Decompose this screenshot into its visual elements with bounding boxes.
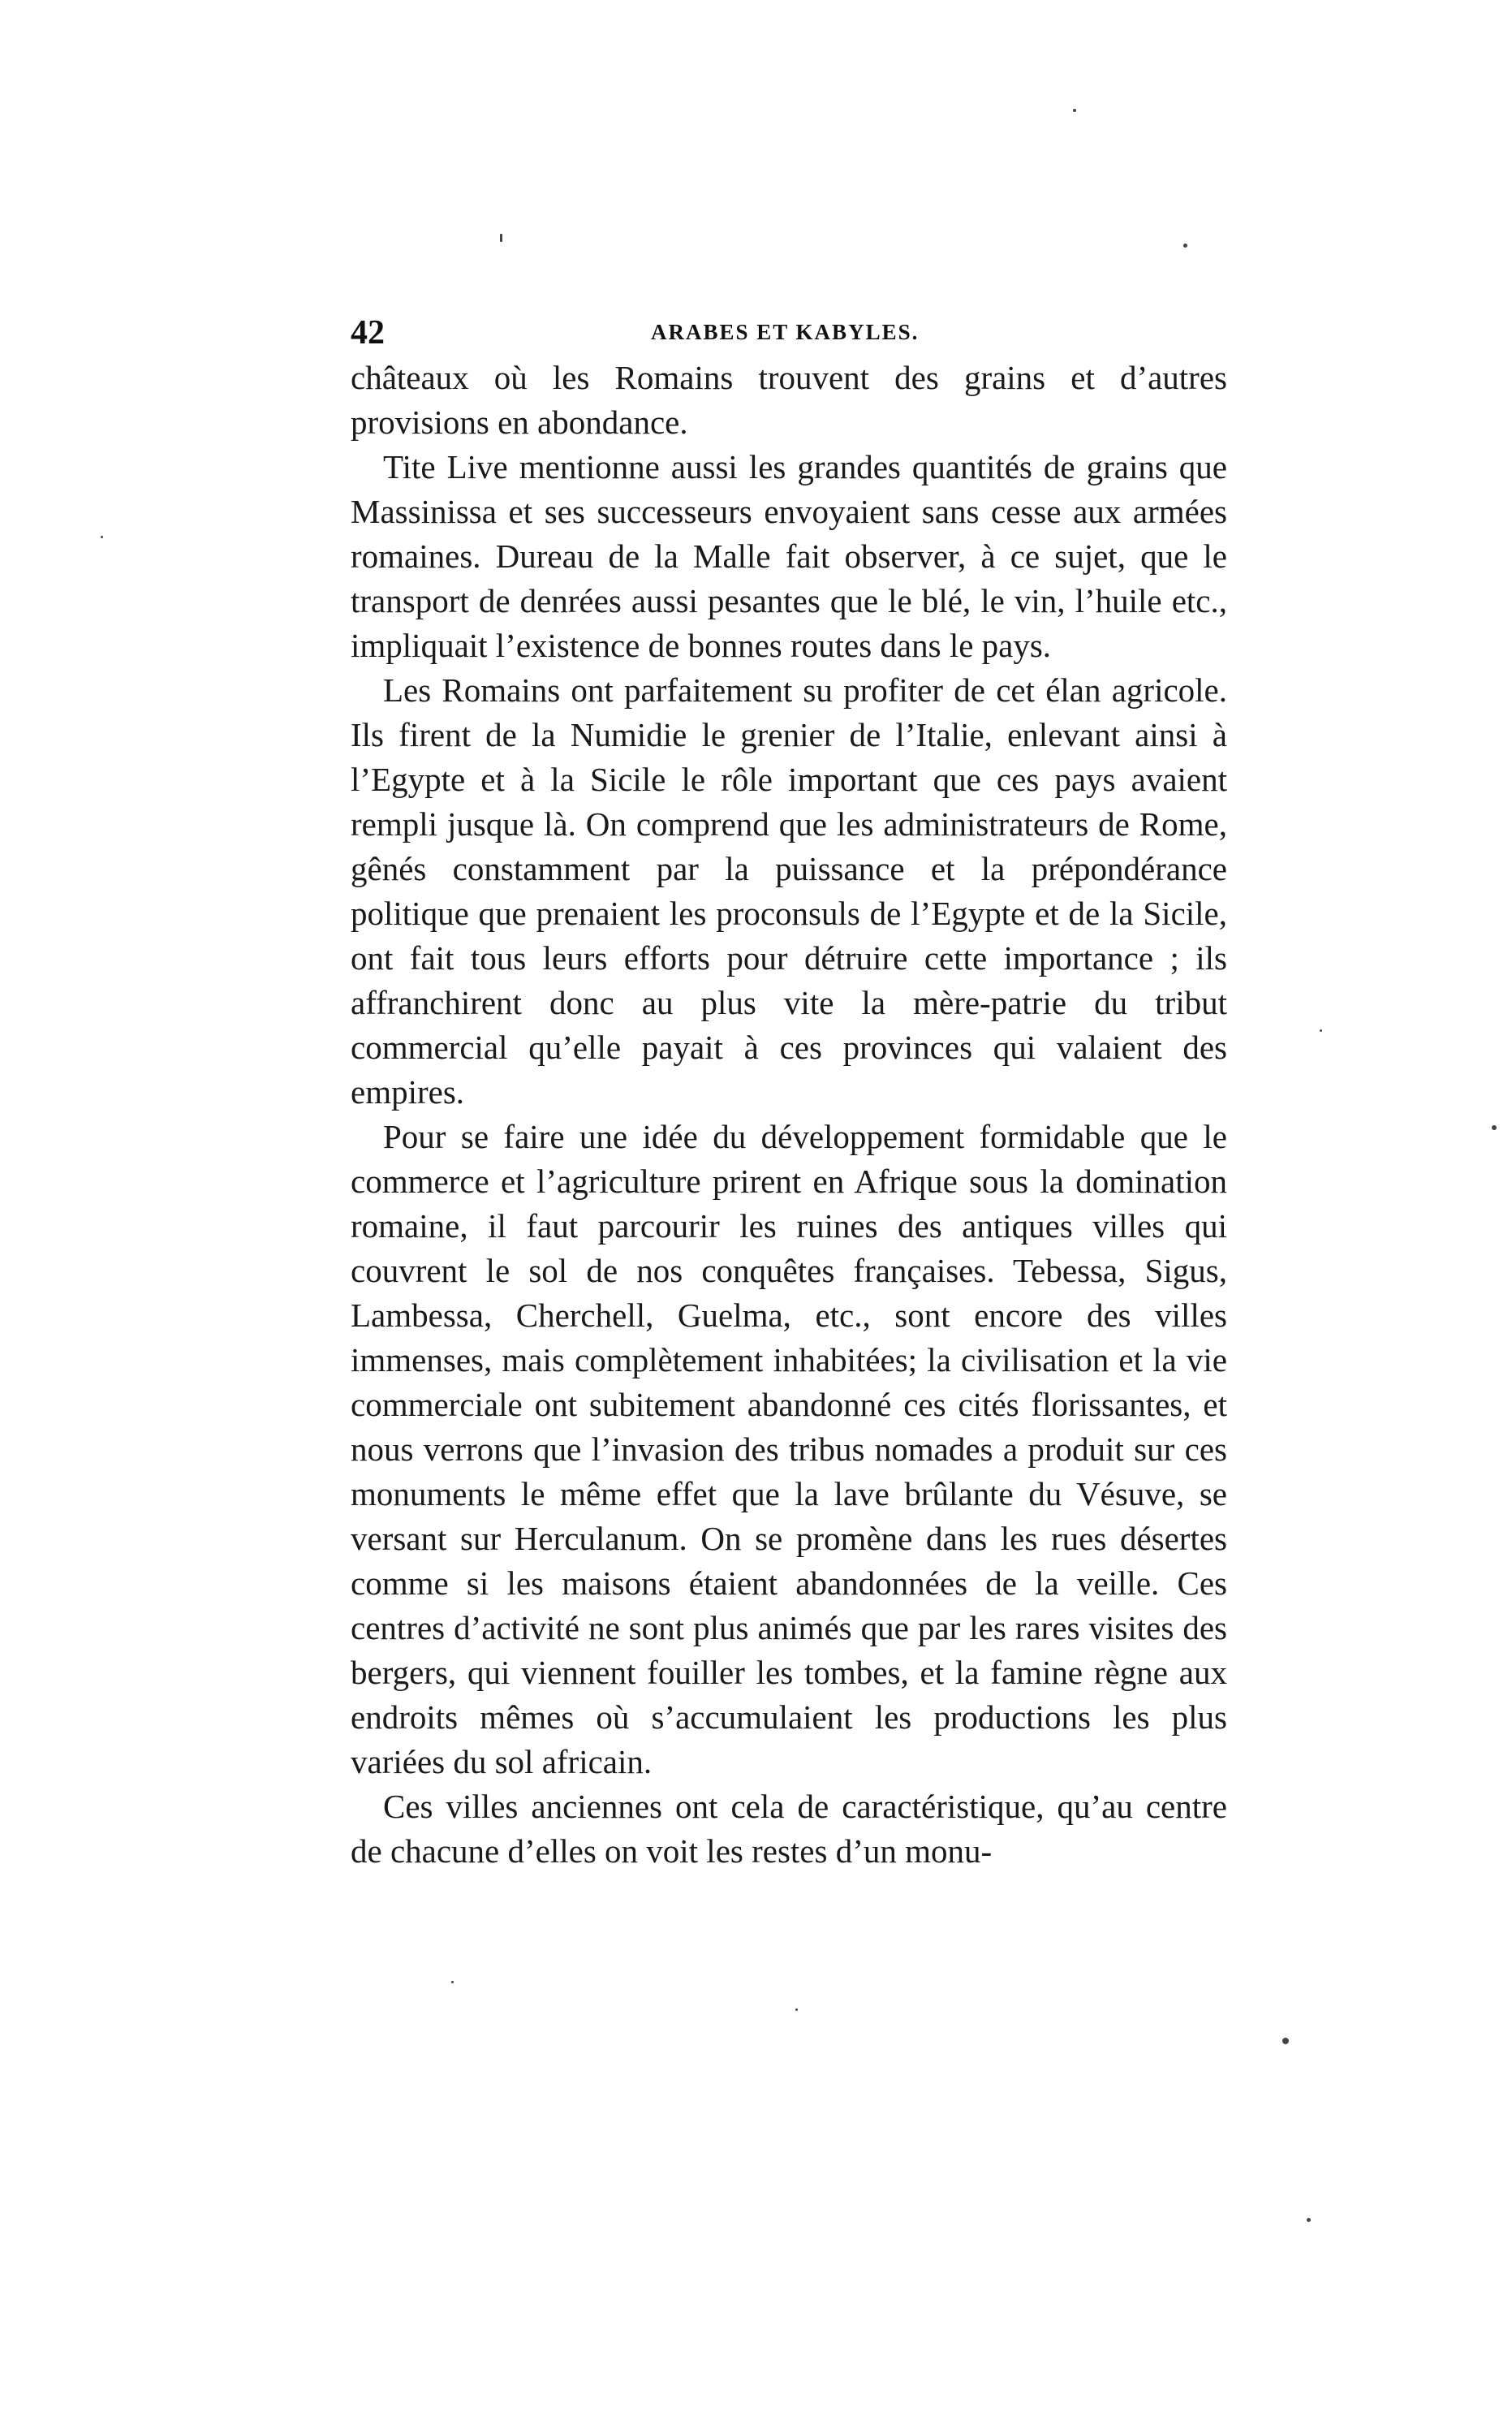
page-header — [351, 307, 1227, 356]
scan-speck — [1307, 2218, 1311, 2222]
scan-speck — [451, 1981, 454, 1983]
page-number: 42 — [351, 314, 385, 352]
paragraph: Tite Live mentionne aussi les grandes quantités de grains que Massinissa et ses successeurs envoyaient sans cesse aux armées romaines. Dureau de la Malle fait observer, à ce sujet, que le transport de denrées aussi pesantes que le blé, le vin, l’huile etc., impliquait l’existence de bonnes routes dans le pays. — [351, 448, 1227, 664]
scan-speck — [1282, 2038, 1289, 2044]
running-head: ARABES ET KABYLES. — [651, 320, 920, 344]
scan-speck — [1492, 1125, 1497, 1130]
scan-speck — [101, 536, 103, 538]
body-text — [351, 356, 1227, 1874]
scan-speck — [500, 234, 502, 242]
paragraph: Pour se faire une idée du développement formidable que le commerce et l’agriculture prirent en Afrique sous la domination romaine, il faut parcourir les ruines des antiques villes qui couvrent le sol de nos conquêtes françaises. Tebessa, Sigus, Lambessa, Cherchell, Guelma, etc., sont encore des villes immenses, mais complètement inhabitées; la civilisation et la vie commerciale ont subitement abandonné ces cités florissantes, et nous verrons que l’invasion des tribus nomades a produit sur ces monuments le même effet que la lave brûlante du Vésuve, se versant sur Herculanum. On se promène dans les rues désertes comme si les maisons étaient abandonnées de la veille. Ces centres d’activité ne sont plus animés que par les rares visites des bergers, qui viennent fouiller les tombes, et la famine règne aux endroits mêmes où s’accumulaient les productions les plus variées du sol africain. — [351, 1118, 1227, 1780]
paragraph-continued: châteaux où les Romains trouvent des grains et d’autres provisions en abondance. — [351, 359, 1227, 441]
paragraph: Les Romains ont parfaitement su profiter de cet élan agricole. Ils firent de la Numidie le grenier de l’Italie, enlevant ainsi à l’Egypte et à la Sicile le rôle important que ces pays avaient rempli jusque là. On comprend que les administrateurs de Rome, gênés constamment par la puissance et la prépondérance politique que prenaient les proconsuls de l’Egypte et de la Sicile, ont fait tous leurs efforts pour détruire cette importance ; ils affranchirent donc au plus vite la mère-patrie du tribut commercial qu’elle payait à ces provinces qui valaient des empires. — [351, 671, 1227, 1111]
paragraph: Ces villes anciennes ont cela de caractéristique, qu’au centre de chacune d’elles on voit les restes d’un monu- — [351, 1788, 1227, 1870]
scan-speck — [795, 2008, 798, 2011]
scan-speck — [1183, 244, 1187, 248]
scan-speck — [1320, 1029, 1322, 1032]
scan-speck — [1073, 109, 1076, 112]
